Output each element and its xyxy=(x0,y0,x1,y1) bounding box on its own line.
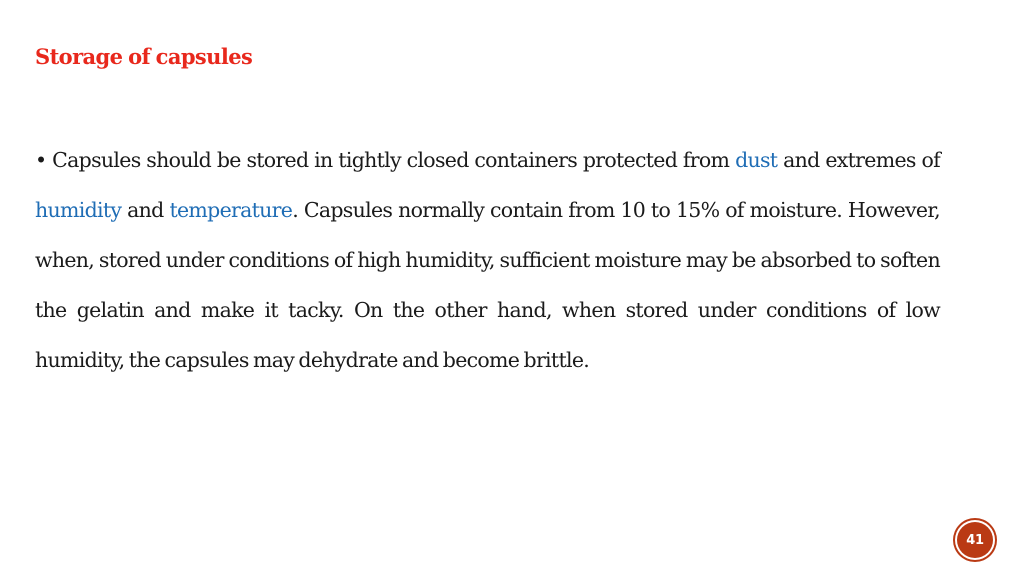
paragraph-segment: and extremes of xyxy=(777,148,940,172)
bullet-marker: • xyxy=(35,148,47,172)
paragraph-segment: and xyxy=(121,198,170,222)
keyword-temperature: temperature xyxy=(169,198,293,222)
keyword-dust: dust xyxy=(735,148,778,172)
slide-title: Storage of capsules xyxy=(35,44,253,69)
paragraph-segment: Capsules should be stored in tightly closed containers protected from xyxy=(46,148,736,172)
paragraph-segment: . Capsules normally contain from 10 to 15% of moisture. However, when, stored under conditions of high humidity, sufficient moisture may be absorbed to soften the gelatin and make it tacky. On the other hand, when stored under conditions of low humidity, the capsules may dehydrate and become brittle. xyxy=(35,198,940,372)
page-number: 41 xyxy=(966,532,984,548)
keyword-humidity: humidity xyxy=(35,198,122,222)
bullet-paragraph xyxy=(35,135,940,385)
page-number-badge xyxy=(957,522,993,558)
